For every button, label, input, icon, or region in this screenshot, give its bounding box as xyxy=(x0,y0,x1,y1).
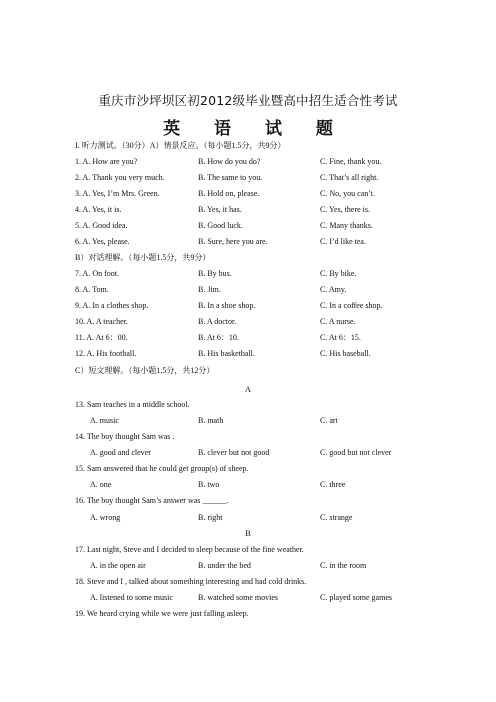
question-stem: 16. The boy thought Sam’s answer was ______. xyxy=(75,496,229,505)
option-a: 5. A. Good idea. xyxy=(75,221,128,230)
option-b: B. Yes, it has. xyxy=(198,205,242,214)
option-c: C. At 6：15. xyxy=(320,333,361,342)
option-c: C. A nurse. xyxy=(320,317,356,326)
passage-label-b: B xyxy=(245,528,251,538)
option-b: B. math xyxy=(198,416,224,425)
question-stem: 15. Sam answered that he could get group(s) of sheep. xyxy=(75,464,249,473)
option-b: B. His basketball. xyxy=(198,349,255,358)
option-c: C. strange xyxy=(320,513,353,522)
option-b: B. In a shoe shop. xyxy=(198,301,256,310)
exam-title: 重庆市沙坪坝区初2012级毕业暨高中招生适合性考试 xyxy=(98,93,398,108)
exam-subject: 英 语 试 题 xyxy=(163,119,347,139)
option-b: B. clever but not good xyxy=(198,448,270,457)
option-b: B. By bus. xyxy=(198,269,232,278)
option-c: C. Amy. xyxy=(320,285,347,294)
option-c: C. In a coffee shop. xyxy=(320,301,383,310)
option-a: 3. A. Yes, I’m Mrs. Green. xyxy=(75,189,160,198)
option-a: A. good and clever xyxy=(90,448,151,457)
option-b: B. How do you do? xyxy=(198,157,261,166)
option-b: B. two xyxy=(198,480,220,489)
option-b: B. Good luck. xyxy=(198,221,243,230)
option-b: B. A doctor. xyxy=(198,317,237,326)
option-a: 7. A. On foot. xyxy=(75,269,119,278)
option-b: B. Hold on, please. xyxy=(198,189,260,198)
option-b: B. Sure, here you are. xyxy=(198,237,268,246)
option-b: B. under the bed xyxy=(198,561,251,570)
option-a: 2. A. Thank you very much. xyxy=(75,173,165,182)
option-c: C. in the room xyxy=(320,561,367,570)
question-stem: 19. We heard crying while we were just falling asleep. xyxy=(75,609,249,618)
option-c: C. Yes, there is. xyxy=(320,205,371,214)
option-c: C. good but not clever xyxy=(320,448,392,457)
section-heading-part-c: C）短文理解。（每小题1.5分，共12分） xyxy=(75,366,215,375)
option-a: A. music xyxy=(90,416,119,425)
option-c: C. I’d like tea. xyxy=(320,237,366,246)
option-c: C. His baseball. xyxy=(320,349,371,358)
question-stem: 18. Steve and I , talked about something interesting and had cold drinks. xyxy=(75,577,307,586)
option-a: 8. A. Tom. xyxy=(75,285,109,294)
option-b: B. watched some movies xyxy=(198,593,278,602)
option-a: A. in the open air xyxy=(90,561,146,570)
section-heading-part1: I. 听力测试。（30分）A）情景反应。（每小题1.5分，共9分） xyxy=(75,141,286,150)
option-c: C. three xyxy=(320,480,346,489)
option-a: A. listened to some music xyxy=(90,593,173,602)
option-a: 11. A. At 6：00. xyxy=(75,333,128,342)
option-c: C. Fine, thank you. xyxy=(320,157,382,166)
question-stem: 14. The boy thought Sam was . xyxy=(75,432,175,441)
option-b: B. The same to you. xyxy=(198,173,263,182)
passage-label-a: A xyxy=(244,384,252,394)
option-b: B. Jim. xyxy=(198,285,221,294)
option-a: A. one xyxy=(90,480,112,489)
option-a: 4. A. Yes, it is. xyxy=(75,205,122,214)
option-c: C. Many thanks. xyxy=(320,221,373,230)
option-a: 1. A. How are you? xyxy=(75,157,138,166)
option-a: A. wrong xyxy=(90,513,121,522)
option-b: B. At 6：10. xyxy=(198,333,239,342)
option-c: C. No, you can’t. xyxy=(320,189,375,198)
option-c: C. By bike. xyxy=(320,269,357,278)
question-stem: 17. Last night, Steve and I decided to sleep because of the fine weather. xyxy=(75,545,304,554)
section-heading-part-b: B）对话理解。（每小题1.5分，共9分） xyxy=(75,253,211,262)
option-a: 12. A. His football. xyxy=(75,349,137,358)
option-a: 9. A. In a clothes shop. xyxy=(75,301,149,310)
option-c: C. played some games xyxy=(320,593,392,602)
option-a: 10. A. A teacher. xyxy=(75,317,128,326)
option-c: C. That’s all right. xyxy=(320,173,379,182)
option-c: C. art xyxy=(320,416,338,425)
option-a: 6. A. Yes, please. xyxy=(75,237,130,246)
question-stem: 13. Sam teaches in a middle school. xyxy=(75,400,190,409)
option-b: B. right xyxy=(198,513,223,522)
